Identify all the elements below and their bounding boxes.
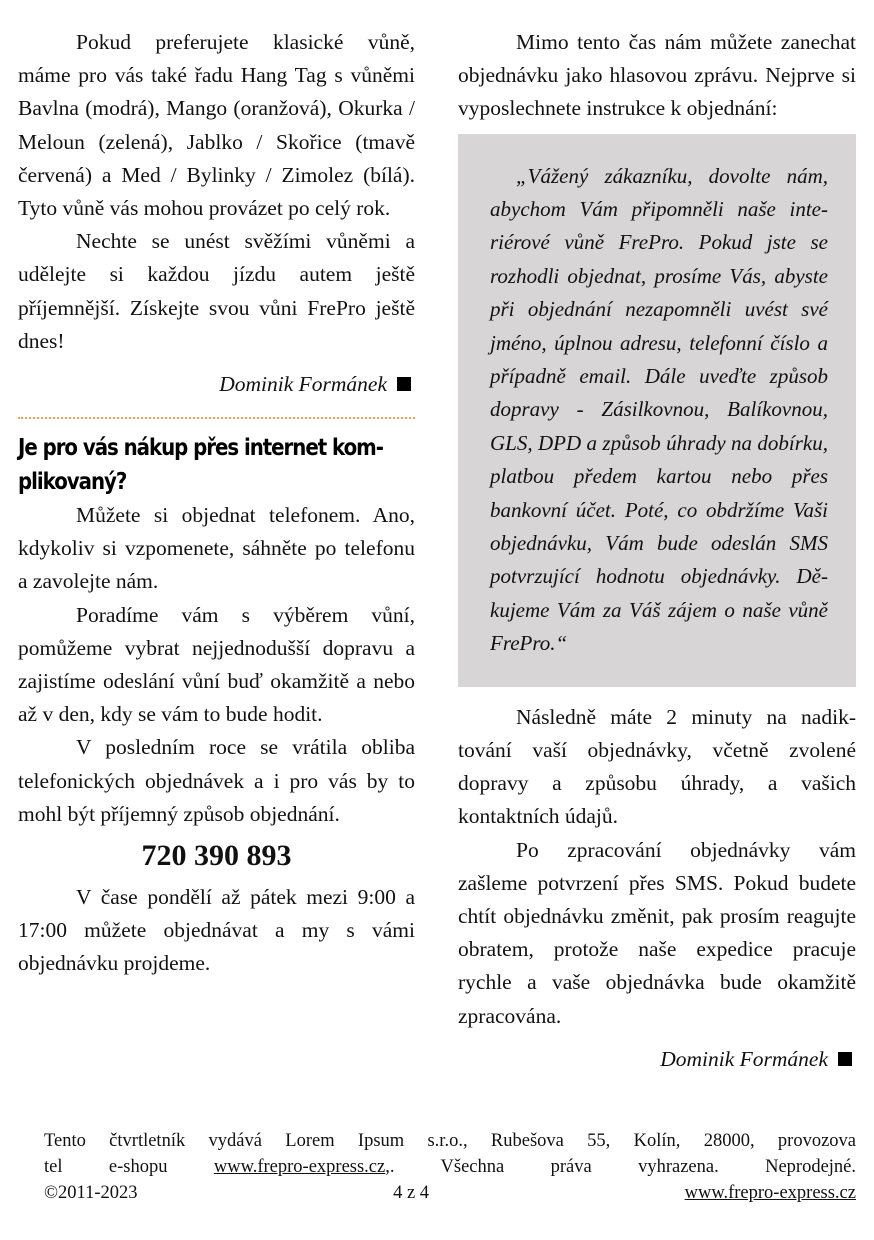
intro-paragraph-fragrances: Pokud preferujete klasické vůně, máme pro vás také řadu Hang Tag s vůněmi Bavlna (modrá), Mango (oranžová), Okurka / Meloun (zelená), Jablko / Skořice (tmavě červená) a Med / Bylinky / Zimolez (bílá). Tyto vůně vás mohou provázet po celý rok. xyxy=(18,30,415,221)
author-signature xyxy=(18,368,415,401)
end-mark-square-icon xyxy=(397,377,411,391)
end-mark-square-icon xyxy=(838,1052,852,1066)
section-heading: Je pro vás nákup přes internet komplikovaný? xyxy=(18,435,384,496)
left-column xyxy=(18,26,415,981)
footer-bottom-row xyxy=(44,1180,856,1206)
author-name: Dominik Formánek xyxy=(219,372,387,397)
rights-line xyxy=(44,1154,856,1180)
copyright: ©2011-2023 xyxy=(44,1183,138,1203)
page-indicator: 4 z 4 xyxy=(393,1183,430,1203)
intro-paragraph-invitation: Nechte se unést svěžími vůněmi a udělejte si každou jízdu autem ještě příjemnější. Získejte svou vůni FrePro ještě dnes! xyxy=(18,229,415,353)
hours-paragraph: V čase pondělí až pátek mezi 9:00 a 17:00 můžete objednávat a my s vámi objednávku projdeme. xyxy=(18,885,415,976)
page-footer xyxy=(44,1128,856,1206)
advice-paragraph: Poradíme vám s výběrem vůní, pomůžeme vybrat nejjednodušší dopravu a zajistíme odeslání vůní buď okamžitě a nebo až v den, kdy se vám to bude hodit. xyxy=(18,602,415,727)
site-link[interactable]: www.frepro-express.cz xyxy=(684,1183,856,1203)
voicemail-paragraph: Mimo tento čas nám můžete zanechat objednávku jako hlasovou zprávu. Nejprve si vyposlechnete instrukce k objednání: xyxy=(458,30,856,121)
rights-prefix: tel e-shopu xyxy=(44,1157,168,1177)
popularity-paragraph: V posledním roce se vrátila obliba telefonických objednávek a i pro vás by to mohl být příjemný způsob objednání. xyxy=(18,735,415,826)
author-name: Dominik Formánek xyxy=(660,1046,828,1071)
phone-number: 720 390 893 xyxy=(141,839,292,873)
author-signature xyxy=(458,1043,856,1076)
rights-suffix: ,. Všechna práva vyhrazena. Neprodejné. xyxy=(385,1157,857,1177)
right-column xyxy=(458,26,856,1076)
phone-order-paragraph: Můžete si objednat telefonem. Ano, kdykoliv si vzpomenete, sáhněte po telefonu a zavolejte nám. xyxy=(18,503,415,594)
eshop-link[interactable]: www.frepro-express.cz xyxy=(213,1157,386,1177)
confirmation-paragraph: Po zpracování objednávky vám zašleme potvrzení přes SMS. Pokud budete chtít objednávku změnit, pak prosím reagujte obratem, protože naše expedice pracuje rychle a vaše objednávka bude okamžitě zpracována. xyxy=(458,837,856,1028)
dotted-divider xyxy=(18,417,415,419)
voicemail-quote-text: „Vážený zákazníku, dovolte nám, abychom Vám připomněli naše interiérové vůně FrePro. Pokud jste se rozhodli objednat, prosíme Vás, abyste při objednání nezapomněli uvést své jméno, úplnou adresu, telefonní číslo a případně email. Dále uveďte způsob dopravy - Zásilkovnou, Balíkovnou, GLS, DPD a způsob úhrady na dobírku, platbou předem kartou nebo přes bankovní účet. Poté, co obdržíme Vaši objednávku, Vám bude odeslán SMS potvrzující hodnotu objednávky. Děkujeme Vám za Váš zájem o naše vůně FrePro.“ xyxy=(490,163,828,656)
voicemail-quote-box xyxy=(458,134,856,687)
dictation-paragraph: Následně máte 2 minuty na nadiktování vaší objednávky, včetně zvolené dopravy a způsobu úhrady, a vašich kontaktních údajů. xyxy=(458,704,856,829)
publisher-line: Tento čtvrtletník vydává Lorem Ipsum s.r.o., Rubešova 55, Kolín, 28000, provozova xyxy=(44,1131,856,1151)
